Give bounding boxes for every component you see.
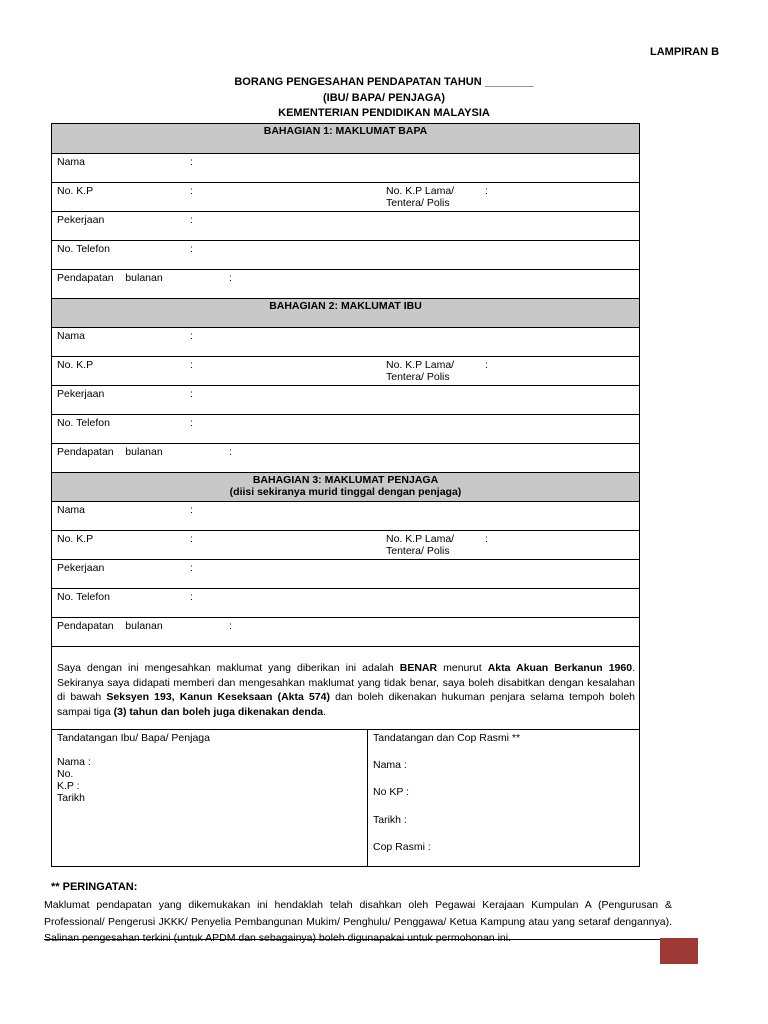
job-label: Pekerjaan xyxy=(57,562,105,574)
mother-phone-row[interactable] xyxy=(52,414,639,443)
colon: : xyxy=(190,214,193,226)
warning-title: ** PERINGATAN: xyxy=(51,881,138,893)
official-stamp-label: Cop Rasmi : xyxy=(373,841,431,854)
parent-signature-title: Tandatangan Ibu/ Bapa/ Penjaga xyxy=(57,732,210,745)
signature-section xyxy=(52,729,639,866)
ic-label: No. K.P xyxy=(57,533,94,545)
ic-label: No. K.P xyxy=(57,185,94,197)
page-number-box xyxy=(660,938,698,964)
phone-label: No. Telefon xyxy=(57,417,110,429)
name-label: Nama xyxy=(57,330,86,342)
parent-date-label: Tarikh xyxy=(57,792,86,805)
guardian-job-row[interactable] xyxy=(52,559,639,588)
parent-no-label: No. xyxy=(57,768,74,781)
guardian-income-row[interactable] xyxy=(52,617,639,646)
colon: : xyxy=(190,359,193,371)
income-label: Pendapatan bulanan xyxy=(57,620,163,632)
income-label: Pendapatan bulanan xyxy=(57,446,163,458)
father-job-row[interactable] xyxy=(52,211,639,240)
colon: : xyxy=(190,330,193,342)
colon: : xyxy=(190,533,193,545)
colon: : xyxy=(190,417,193,429)
colon: : xyxy=(190,388,193,400)
lampiran-label: LAMPIRAN B xyxy=(650,46,720,58)
ministry-title: KEMENTERIAN PENDIDIKAN MALAYSIA xyxy=(278,107,490,119)
form-title: BORANG PENGESAHAN PENDAPATAN TAHUN ________ xyxy=(234,76,534,88)
name-label: Nama xyxy=(57,504,86,516)
job-label: Pekerjaan xyxy=(57,214,105,226)
phone-label: No. Telefon xyxy=(57,243,110,255)
income-label: Pendapatan bulanan xyxy=(57,272,163,284)
mother-name-row[interactable] xyxy=(52,327,639,356)
colon: : xyxy=(190,562,193,574)
ic-label: No. K.P xyxy=(57,359,94,371)
section-2-header xyxy=(52,298,639,327)
parent-signature-box[interactable] xyxy=(57,732,210,804)
colon: : xyxy=(229,620,232,632)
old-ic-label: No. K.P Lama/ Tentera/ Polis xyxy=(386,185,455,209)
colon: : xyxy=(190,504,193,516)
colon: : xyxy=(190,156,193,168)
mother-income-row[interactable] xyxy=(52,443,639,472)
section-1-header xyxy=(52,124,639,153)
colon: : xyxy=(190,185,193,197)
job-label: Pekerjaan xyxy=(57,388,105,400)
old-ic-label: No. K.P Lama/ Tentera/ Polis xyxy=(386,533,455,557)
colon: : xyxy=(485,185,488,197)
signature-divider xyxy=(367,730,368,866)
colon: : xyxy=(485,359,488,371)
form-subtitle: (IBU/ BAPA/ PENJAGA) xyxy=(322,92,446,104)
section-3-header xyxy=(52,472,639,501)
colon: : xyxy=(190,243,193,255)
section-3-title: BAHAGIAN 3: MAKLUMAT PENJAGA xyxy=(252,474,439,486)
section-1-title: BAHAGIAN 1: MAKLUMAT BAPA xyxy=(263,125,428,137)
parent-kp-label: K.P : xyxy=(57,780,80,793)
phone-label: No. Telefon xyxy=(57,591,110,603)
colon: : xyxy=(485,533,488,545)
name-label: Nama xyxy=(57,156,86,168)
section-2-title: BAHAGIAN 2: MAKLUMAT IBU xyxy=(269,300,422,312)
footer-rule xyxy=(44,939,660,940)
official-name-label: Nama : xyxy=(373,759,407,772)
colon: : xyxy=(229,446,232,458)
father-name-row[interactable] xyxy=(52,153,639,182)
parent-name-label: Nama : xyxy=(57,756,91,769)
guardian-phone-row[interactable] xyxy=(52,588,639,617)
father-income-row[interactable] xyxy=(52,269,639,298)
income-form-table xyxy=(51,123,640,867)
father-ic-row[interactable] xyxy=(52,182,639,211)
father-phone-row[interactable] xyxy=(52,240,639,269)
mother-ic-row[interactable] xyxy=(52,356,639,385)
warning-text: Maklumat pendapatan yang dikemukakan ini hendaklah telah disahkan oleh Pegawai Kerajaan Kumpulan A (Pengurusan & Professional/ Pengerusi JKKK/ Penyelia Pembangunan Mukim/ Penghulu/ Penggawa/ Ketua Kampung atau yang setaraf dengannya). Salinan pengesahan terkini (untuk APDM dan sebagainya) boleh digunapakai untuk permohonan ini. xyxy=(44,899,672,944)
official-ic-label: No KP : xyxy=(373,786,409,799)
mother-job-row[interactable] xyxy=(52,385,639,414)
guardian-ic-row[interactable] xyxy=(52,530,639,559)
guardian-name-row[interactable] xyxy=(52,501,639,530)
official-signature-title: Tandatangan dan Cop Rasmi ** xyxy=(373,732,521,745)
official-date-label: Tarikh : xyxy=(373,814,407,827)
colon: : xyxy=(190,591,193,603)
colon: : xyxy=(229,272,232,284)
old-ic-label: No. K.P Lama/ Tentera/ Polis xyxy=(386,359,455,383)
declaration-text: Saya dengan ini mengesahkan maklumat yang diberikan ini adalah BENAR menurut Akta Akuan Berkanun 1960. Sekiranya saya didapati memberi dan mengesahkan maklumat yang tidak benar, saya boleh disabitkan dengan kesalahan di bawah Seksyen 193, Kanun Keseksaan (Akta 574) dan boleh dikenakan hukuman penjara selama tempoh boleh sampai tiga (3) tahun dan boleh juga dikenakan denda. xyxy=(52,646,639,729)
section-3-subtitle: (diisi sekiranya murid tinggal dengan penjaga) xyxy=(229,486,462,498)
